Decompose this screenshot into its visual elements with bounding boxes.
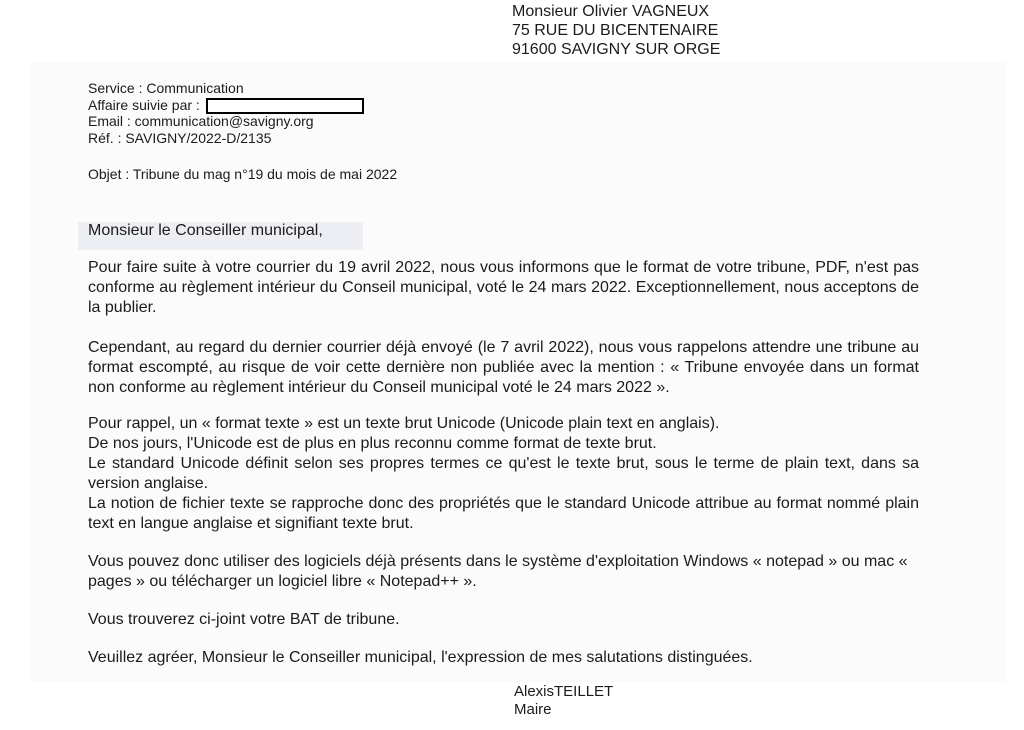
paragraph-3 — [88, 414, 919, 534]
paragraph-3-line-2: De nos jours, l'Unicode est de plus en plus reconnu comme format de texte brut. — [88, 435, 657, 452]
affaire-line — [88, 97, 364, 114]
paragraph-5: Vous trouverez ci-joint votre BAT de tribune. — [88, 611, 400, 628]
service-line: Service : Communication — [88, 80, 244, 96]
paragraph-3-line-1: Pour rappel, un « format texte » est un texte brut Unicode (Unicode plain text en anglais). — [88, 415, 720, 432]
paragraph-3-line-4: La notion de fichier texte se rapproche donc des propriétés que le standard Unicode attribue au format nommé plain text en langue anglaise et signifiant texte brut. — [88, 495, 919, 532]
reference-line: Réf. : SAVIGNY/2022-D/2135 — [88, 129, 272, 146]
recipient-address — [512, 2, 720, 59]
paragraph-2: Cependant, au regard du dernier courrier déjà envoyé (le 7 avril 2022), nous vous rappelons attendre une tribune au format escompté, au risque de voir cette dernière non publiée avec la mention : « Tribune envoyée dans un format non conforme au règlement intérieur du Conseil municipal voté le 24 mars 2022 ». — [88, 339, 919, 396]
signatory-name: AlexisTEILLET — [514, 683, 614, 700]
email-line: Email : communication@savigny.org — [88, 113, 314, 129]
signatory-title: Maire — [514, 701, 552, 718]
signature-block — [514, 683, 613, 719]
letter-body — [88, 258, 919, 668]
recipient-name: Monsieur Olivier VAGNEUX — [512, 3, 710, 20]
affaire-label: Affaire suivie par : — [88, 96, 200, 113]
redaction-box — [206, 98, 364, 114]
recipient-street: 75 RUE DU BICENTENAIRE — [512, 22, 719, 39]
paragraph-1: Pour faire suite à votre courrier du 19 avril 2022, nous vous informons que le format de votre tribune, PDF, n'est pas conforme au règlement intérieur du Conseil municipal, voté le 24 mars 2022. Exceptionnellement, nous acceptons de la publier. — [88, 259, 919, 316]
paragraph-3-line-3: Le standard Unicode définit selon ses propres termes ce qu'est le texte brut, sous le terme de plain text, dans sa version anglaise. — [88, 455, 919, 492]
paragraph-4: Vous pouvez donc utiliser des logiciels déjà présents dans le système d'exploitation Windows « notepad » ou mac « pages » ou télécharger un logiciel libre « Notepad++ ». — [88, 553, 908, 590]
salutation: Monsieur le Conseiller municipal, — [88, 222, 323, 239]
letter-metadata — [88, 80, 364, 146]
recipient-city: 91600 SAVIGNY SUR ORGE — [512, 41, 721, 58]
subject-line: Objet : Tribune du mag n°19 du mois de mai 2022 — [88, 166, 398, 182]
paragraph-6: Veuillez agréer, Monsieur le Conseiller municipal, l'expression de mes salutations distinguées. — [88, 649, 753, 666]
